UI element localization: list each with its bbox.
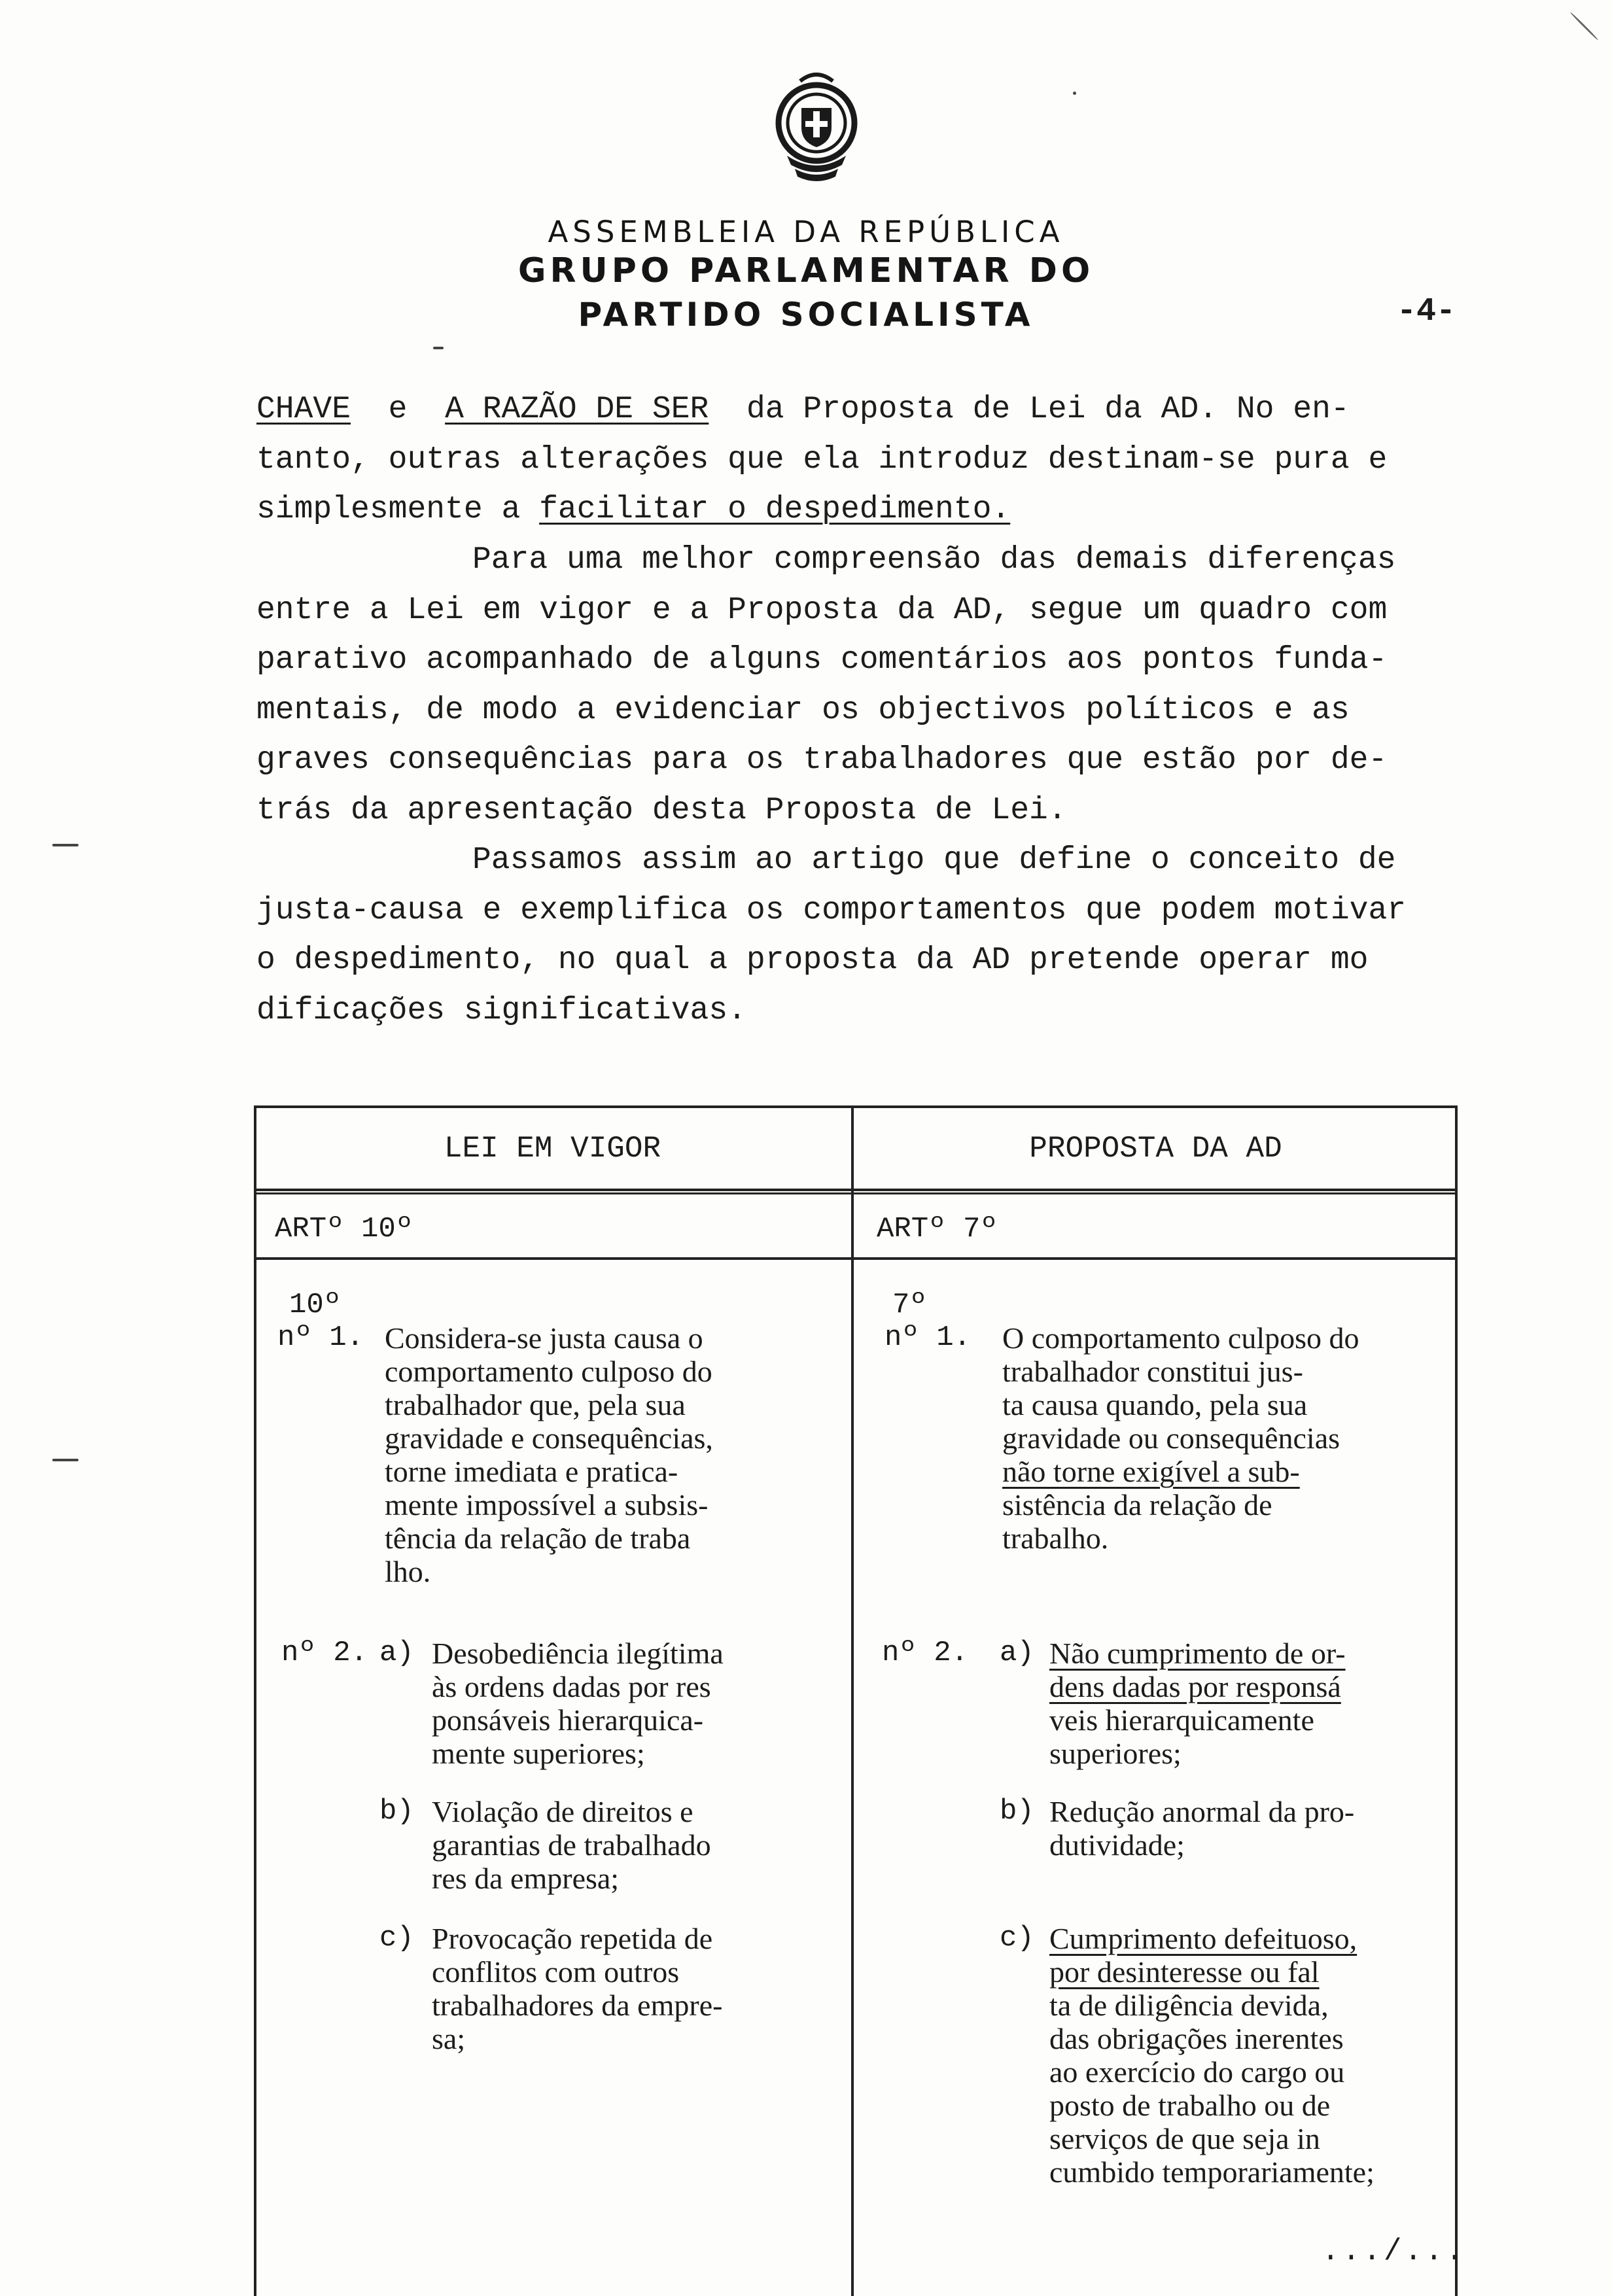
coat-of-arms-emblem (774, 72, 859, 193)
right-b-text (1049, 1795, 1354, 1862)
right-c-line: das obrigações inerentes (1049, 2022, 1344, 2055)
right-a-label: a) (1000, 1637, 1034, 1669)
right-a-line: superiores; (1049, 1737, 1182, 1770)
right-section: 7º (892, 1289, 927, 1321)
paragraph-1-line-2: tanto, outras alterações que ela introduz destinam-se pura e (256, 442, 1388, 478)
right-n1-line: gravidade ou consequências (1002, 1421, 1340, 1455)
paragraph-3-line: dificações significativas. (256, 992, 746, 1028)
left-n1-line: tência da relação de traba (385, 1522, 691, 1555)
left-article: ARTº 10º (275, 1213, 413, 1245)
left-c-label: c) (379, 1922, 414, 1955)
underlined-facilitar: facilitar o despedimento. (539, 492, 1011, 527)
left-n1-line: comportamento culposo do (385, 1355, 712, 1388)
left-n1-label: nº 1. (277, 1321, 364, 1354)
left-section: 10º (289, 1289, 342, 1321)
left-b-label: b) (379, 1795, 414, 1828)
paragraph-2-line: graves consequências para os trabalhadores que estão por de- (256, 742, 1388, 778)
right-n1-line-underlined: não torne exigível a sub- (1002, 1455, 1300, 1488)
comparison-table (254, 1105, 1458, 2296)
header-group: GRUPO PARLAMENTAR DO (517, 251, 1095, 290)
table-border-right (1455, 1105, 1458, 2296)
left-a-text (432, 1637, 724, 1770)
column-header-lei-em-vigor: LEI EM VIGOR (444, 1132, 661, 1166)
right-c-line-underlined: por desinteresse ou fal (1049, 1955, 1320, 1989)
right-n1-line: trabalho. (1002, 1522, 1109, 1555)
left-c-line: conflitos com outros (432, 1955, 680, 1989)
left-c-line: sa; (432, 2022, 466, 2055)
scan-artifact (433, 347, 444, 349)
right-c-text (1049, 1922, 1375, 2189)
right-n1-line: trabalhador constitui jus- (1002, 1355, 1303, 1388)
right-n1-line: sistência da relação de (1002, 1488, 1272, 1522)
left-c-text (432, 1922, 722, 2055)
table-border-top (254, 1105, 1458, 1108)
paragraph-3-line: o despedimento, no qual a proposta da AD pretende operar mo (256, 943, 1369, 978)
right-n2-label: nº 2. (882, 1637, 969, 1669)
right-c-line: serviços de que seja in (1049, 2122, 1320, 2155)
left-a-line: às ordens dadas por res (432, 1670, 711, 1703)
word-e: e (388, 392, 408, 427)
paragraph-3-line: justa-causa e exemplifica os comportamentos que podem motivar (256, 892, 1407, 928)
text-span: simplesmente a (256, 492, 540, 527)
right-b-line: Redução anormal da pro- (1049, 1795, 1355, 1828)
paragraph-2-line: entre a Lei em vigor e a Proposta da AD, segue um quadro com (256, 592, 1388, 628)
right-c-line: cumbido temporariamente; (1049, 2155, 1375, 2189)
table-header-divider-double (254, 1192, 1458, 1194)
left-a-label: a) (379, 1637, 414, 1669)
paragraph-2 (256, 535, 1460, 835)
left-b-line: Violação de direitos e (432, 1795, 693, 1828)
paragraph-3-line: Passamos assim ao artigo que define o conceito de (472, 843, 1396, 878)
right-n1-label: nº 1. (885, 1321, 972, 1354)
right-n1-line: O comportamento culposo do (1002, 1321, 1359, 1355)
continued-marker: .../... (1322, 2235, 1467, 2269)
left-a-line: Desobediência ilegítima (432, 1637, 724, 1670)
table-header-divider (254, 1189, 1458, 1191)
left-b-text (432, 1795, 711, 1895)
scan-artifact (52, 1459, 79, 1461)
underlined-chave: CHAVE (256, 392, 351, 427)
header-assembly: ASSEMBLEIA DA REPÚBLICA (548, 215, 1064, 249)
paragraph-2-line: Para uma melhor compreensão das demais diferenças (472, 542, 1396, 578)
right-c-line: ta de diligência devida, (1049, 1989, 1329, 2022)
right-a-line: veis hierarquicamente (1049, 1703, 1314, 1737)
right-c-line-underlined: Cumprimento defeituoso, (1049, 1922, 1358, 1955)
header-party: PARTIDO SOCIALISTA (578, 296, 1034, 334)
column-header-proposta-ad: PROPOSTA DA AD (1029, 1132, 1282, 1166)
table-article-divider (254, 1257, 1458, 1260)
left-n1-line: Considera-se justa causa o (385, 1321, 703, 1355)
left-n1-line: mente impossível a subsis- (385, 1488, 709, 1522)
right-c-line: ao exercício do cargo ou (1049, 2055, 1345, 2089)
left-n2-label: nº 2. (281, 1637, 368, 1669)
left-a-line: ponsáveis hierarquica- (432, 1703, 704, 1737)
underlined-razao-de-ser: A RAZÃO DE SER (445, 392, 709, 427)
left-n1-line: gravidade e consequências, (385, 1421, 713, 1455)
right-a-text (1049, 1637, 1346, 1770)
coat-of-arms-icon (774, 72, 859, 193)
right-c-line: posto de trabalho ou de (1049, 2089, 1331, 2122)
table-column-divider (851, 1105, 854, 2296)
paragraph-1-line-3 (256, 485, 1460, 535)
paragraph-3 (256, 835, 1460, 1035)
left-b-line: res da empresa; (432, 1862, 620, 1895)
left-b-line: garantias de trabalhado (432, 1828, 711, 1862)
paragraph-1 (256, 385, 1460, 535)
left-n1-line: lho. (385, 1555, 431, 1588)
paragraph-1-line-1 (256, 385, 1460, 435)
right-article: ARTº 7º (877, 1213, 998, 1245)
paragraph-2-line: parativo acompanhado de alguns comentários aos pontos funda- (256, 642, 1388, 678)
left-c-line: Provocação repetida de (432, 1922, 713, 1955)
right-a-line-underlined: dens dadas por responsá (1049, 1670, 1341, 1703)
right-n1-text (1002, 1321, 1359, 1555)
left-n1-line: trabalhador que, pela sua (385, 1388, 686, 1421)
scan-artifact (1569, 12, 1599, 41)
left-n1-line: torne imediata e pratica- (385, 1455, 678, 1488)
right-b-line: dutividade; (1049, 1828, 1185, 1862)
right-a-line-underlined: Não cumprimento de or- (1049, 1637, 1346, 1670)
right-n1-line: ta causa quando, pela sua (1002, 1388, 1308, 1421)
left-n1-text (385, 1321, 713, 1588)
page-number: -4- (1397, 293, 1456, 330)
paragraph-2-line: mentais, de modo a evidenciar os objectivos políticos e as (256, 692, 1350, 728)
left-a-line: mente superiores; (432, 1737, 645, 1770)
scan-artifact (1073, 92, 1076, 95)
right-c-label: c) (1000, 1922, 1034, 1955)
text-span: da Proposta de Lei da AD. No en- (746, 392, 1350, 427)
scan-artifact (52, 844, 79, 846)
table-border-left (254, 1105, 256, 2296)
right-b-label: b) (1000, 1795, 1034, 1828)
paragraph-2-line: trás da apresentação desta Proposta de Lei. (256, 792, 1067, 828)
left-c-line: trabalhadores da empre- (432, 1989, 723, 2022)
